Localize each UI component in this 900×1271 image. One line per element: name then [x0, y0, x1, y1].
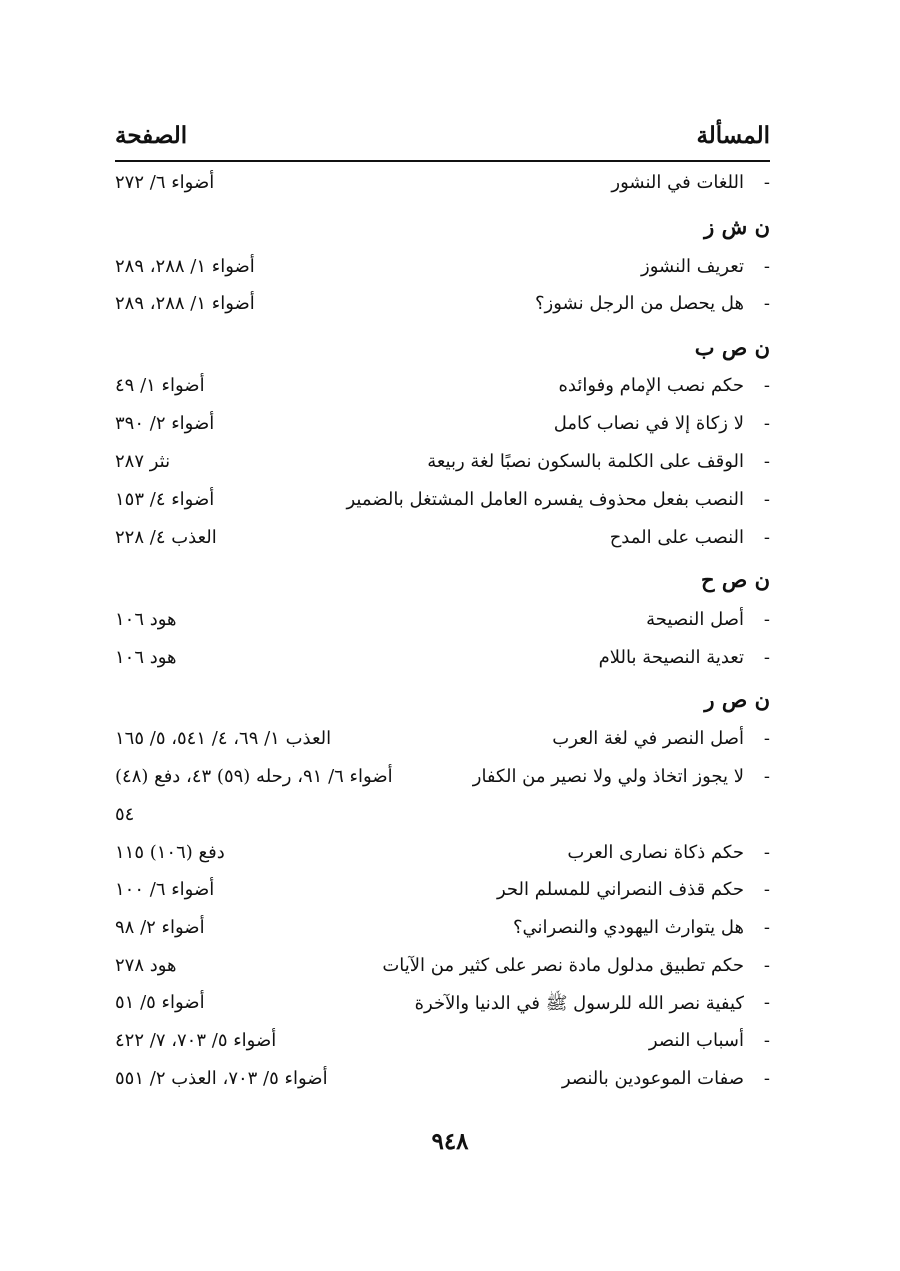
entry-page: أضواء ٤/ ١٥٣ [115, 489, 215, 510]
entry-dash: - [763, 842, 770, 863]
entry-question: أصل النصيحة [646, 609, 744, 630]
entry-dash: - [763, 1068, 770, 1089]
entry-page: أضواء ٢/ ٩٨ [115, 917, 205, 938]
page-column-label: الصفحة [115, 122, 188, 149]
entry-question: أصل النصر في لغة العرب [552, 728, 744, 749]
entry-question: كيفية نصر الله للرسول ﷺ في الدنيا والآخرة [414, 993, 744, 1014]
entry-dash: - [763, 527, 770, 548]
index-entry [115, 1030, 770, 1064]
entry-dash: - [763, 375, 770, 396]
entry-page: العذب ٤/ ٢٢٨ [115, 527, 217, 548]
entry-dash: - [763, 256, 770, 277]
page-number: ٩٤٨ [431, 1128, 469, 1155]
index-entry [115, 728, 770, 762]
entry-page: أضواء ١/ ٤٩ [115, 375, 205, 396]
entry-page: هود ١٠٦ [115, 647, 177, 668]
entry-question: النصب على المدح [609, 527, 744, 548]
entry-page: أضواء ٦/ ٩١، رحله (٥٩) ٤٣، دفع (٤٨) [115, 766, 393, 787]
entry-question: حكم نصب الإمام وفوائده [558, 375, 744, 396]
index-entry [115, 256, 770, 290]
entry-question: الوقف على الكلمة بالسكون نصبًا لغة ربيعة [427, 451, 744, 472]
entry-dash: - [763, 609, 770, 630]
entry-page: أضواء ٦/ ٢٧٢ [115, 172, 215, 193]
entry-page: أضواء ٦/ ١٠٠ [115, 879, 215, 900]
index-entry [115, 917, 770, 951]
entry-question: حكم ذكاة نصارى العرب [567, 842, 744, 863]
index-entry [115, 375, 770, 409]
index-entry [115, 293, 770, 327]
index-entry-continuation [115, 804, 770, 838]
index-entry [115, 879, 770, 913]
entry-question: حكم قذف النصراني للمسلم الحر [497, 879, 744, 900]
entry-page: أضواء ٢/ ٣٩٠ [115, 413, 215, 434]
entry-question: لا يجوز اتخاذ ولي ولا نصير من الكفار [472, 766, 744, 787]
entry-dash: - [763, 489, 770, 510]
entry-dash: - [763, 413, 770, 434]
index-entry [115, 992, 770, 1026]
entry-page: دفع (١٠٦) ١١٥ [115, 842, 225, 863]
entry-question: هل يتوارث اليهودي والنصراني؟ [512, 917, 744, 938]
index-entry [115, 172, 770, 206]
entry-dash: - [763, 172, 770, 193]
index-entry [115, 647, 770, 681]
entry-page: أضواء ١/ ٢٨٨، ٢٨٩ [115, 256, 255, 277]
index-entry [115, 1068, 770, 1102]
index-entry [115, 955, 770, 989]
entry-page: أضواء ٥/ ٧٠٣، ٧/ ٤٢٢ [115, 1030, 277, 1051]
index-entry [115, 489, 770, 523]
index-entry [115, 413, 770, 447]
index-entry [115, 609, 770, 643]
index-entry [115, 451, 770, 485]
section-title: ن ش ز [704, 214, 770, 239]
entry-dash: - [763, 293, 770, 314]
index-entry [115, 842, 770, 876]
entry-page: أضواء ٥/ ٧٠٣، العذب ٢/ ٥٥١ [115, 1068, 328, 1089]
entry-page: أضواء ٥/ ٥١ [115, 992, 205, 1013]
entry-dash: - [763, 647, 770, 668]
section-title: ن ص ب [694, 335, 770, 360]
section-title: ن ص ر [704, 687, 770, 712]
header-rule [115, 160, 770, 162]
entry-question: صفات الموعودين بالنصر [561, 1068, 744, 1089]
entry-question: تعريف النشوز [641, 256, 744, 277]
entry-dash: - [763, 955, 770, 976]
entry-question: حكم تطبيق مدلول مادة نصر على كثير من الآيات [382, 955, 744, 976]
index-entry [115, 527, 770, 561]
entry-question: لا زكاة إلا في نصاب كامل [553, 413, 744, 434]
entry-dash: - [763, 917, 770, 938]
column-header [115, 122, 770, 162]
entry-page: أضواء ١/ ٢٨٨، ٢٨٩ [115, 293, 255, 314]
entry-page: نثر ٢٨٧ [115, 451, 171, 472]
entry-dash: - [763, 1030, 770, 1051]
section-title: ن ص ح [701, 567, 770, 592]
entry-question: أسباب النصر [648, 1030, 744, 1051]
entry-page: هود ١٠٦ [115, 609, 177, 630]
entry-page: هود ٢٧٨ [115, 955, 177, 976]
entry-page: العذب ١/ ٦٩، ٤/ ٥٤١، ٥/ ١٦٥ [115, 728, 332, 749]
entry-page-continued: ٥٤ [115, 804, 135, 825]
entry-question: النصب بفعل محذوف يفسره العامل المشتغل بالضمير [346, 489, 744, 510]
entry-question: هل يحصل من الرجل نشوز؟ [534, 293, 744, 314]
entry-question: تعدية النصيحة باللام [598, 647, 744, 668]
entry-dash: - [763, 728, 770, 749]
entry-dash: - [763, 766, 770, 787]
entry-dash: - [763, 879, 770, 900]
entry-question: اللغات في النشور [611, 172, 744, 193]
index-entry [115, 766, 770, 800]
entry-dash: - [763, 992, 770, 1013]
question-column-label: المسألة [696, 122, 770, 149]
entry-dash: - [763, 451, 770, 472]
